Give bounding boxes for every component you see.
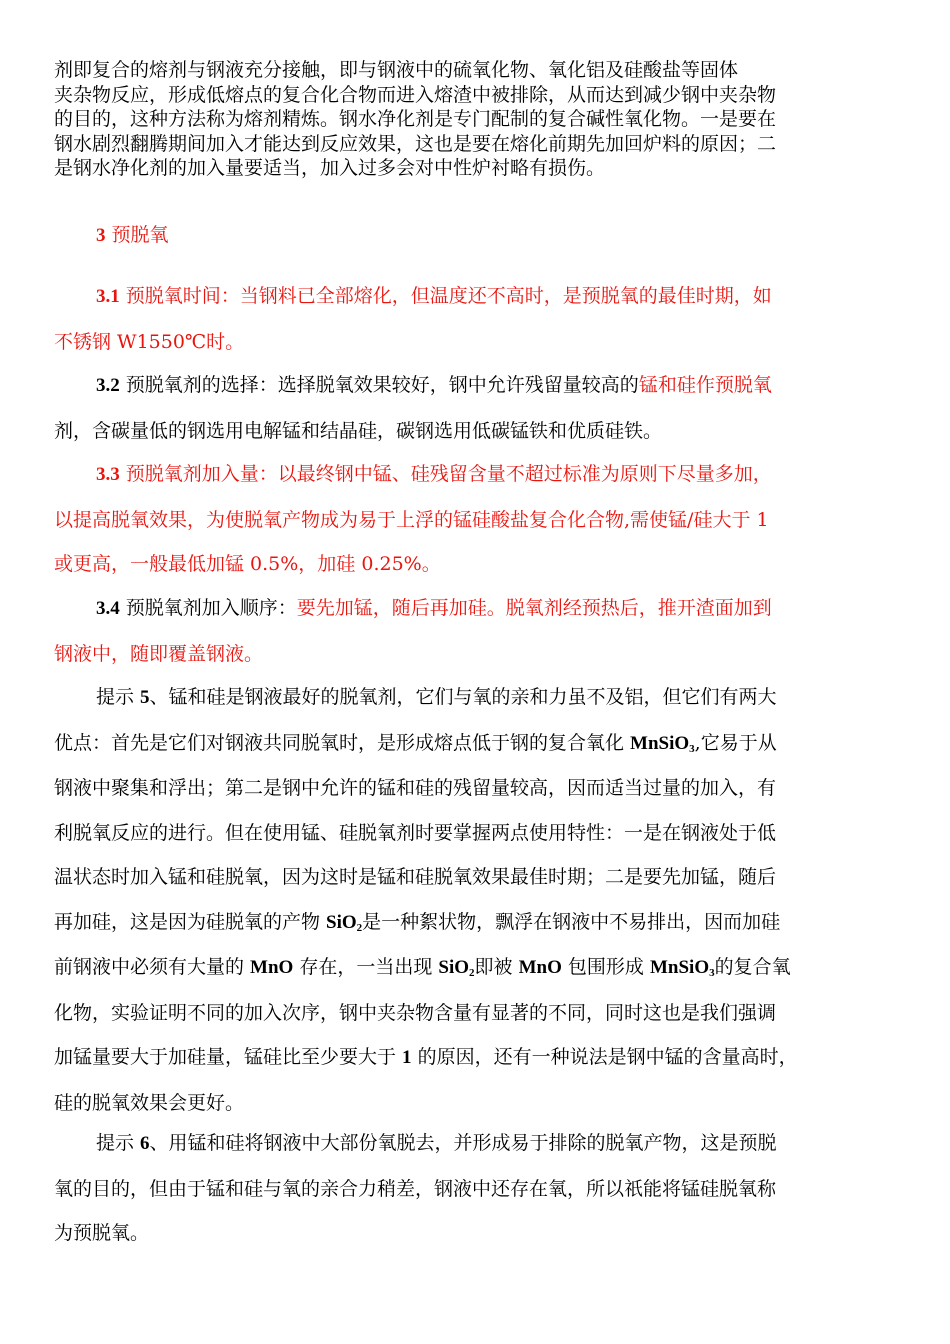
text-line: 为预脱氧。 <box>54 1222 150 1244</box>
section-heading <box>96 220 169 247</box>
text-line: 不锈钢 W1550℃时。 <box>54 330 245 353</box>
text-line: 或更高，一般最低加锰 0.5%，加硅 0.25%。 <box>54 553 441 575</box>
tip-number: 5 <box>140 687 150 708</box>
subscript: 3 <box>689 742 695 755</box>
text-line: 硅的脱氧效果会更好。 <box>54 1091 245 1114</box>
text-segment: 再加硅，这是因为硅脱氧的产物 <box>54 910 327 933</box>
chemical-formula: SiO <box>326 911 357 933</box>
tip-6-paragraph <box>54 1121 912 1256</box>
item-number: 3.2 <box>96 375 120 396</box>
subscript: 2 <box>356 921 363 934</box>
text-line: 钢水剧烈翻腾期间加入才能达到反应效果，这也是要在熔化前期先加回炉料的原因；二 <box>54 132 777 155</box>
text-segment: 、锰和硅是钢液最好的脱氧剂，它们与氧的亲和力虽不及铝，但它们有两大 <box>149 686 777 708</box>
text-line: 以提高脱氧效果，为使脱氧产物成为易于上浮的锰硅酸盐复合化合物,需使锰/硅大于 1 <box>54 508 769 531</box>
section-title: 预脱氧 <box>111 224 169 246</box>
highlight-text: 要先加锰，随后再加硅。脱氧剂经预热后，推开渣面加到 <box>296 597 772 619</box>
text-line: 是钢水净化剂的加入量要适当，加入过多会对中性炉衬略有损伤。 <box>54 157 606 179</box>
text-segment: 前钢液中必须有大量的 <box>54 956 251 978</box>
item-number: 3.4 <box>96 598 120 619</box>
text-segment: 、用锰和硅将钢液中大部份氧脱去，并形成易于排除的脱氧产物，这是预脱 <box>149 1132 777 1154</box>
text-segment: 提示 <box>96 1132 141 1154</box>
text-segment: 是一种絮状物，飘浮在钢液中不易排出，因而加硅 <box>362 910 781 933</box>
text-line: 钢液中聚集和浮出；第二是钢中允许的锰和硅的残留量较高，因而适当过量的加入，有 <box>54 777 777 799</box>
chemical-formula: MnO <box>518 957 562 978</box>
chemical-formula: MnSiO <box>630 732 690 754</box>
text-segment: 包围形成 <box>561 956 650 978</box>
text-line: 温状态时加入锰和硅脱氧，因为这时是锰和硅脱氧效果最佳时期；二是要先加锰，随后 <box>54 866 777 888</box>
text-line: 化物，实验证明不同的加入次序，钢中夹杂物含量有显著的不同，同时这也是我们强调 <box>54 1001 777 1024</box>
text-segment: 加锰量要大于加硅量，锰硅比至少要大于 <box>54 1046 403 1068</box>
paragraph-3-2 <box>54 363 912 453</box>
text-line: 预脱氧时间：当钢料已全部熔化，但温度还不高时，是预脱氧的最佳时期，如 <box>125 285 772 307</box>
text-segment: 的原因，还有一种说法是钢中锰的含量高时， <box>411 1046 798 1068</box>
text-line: 剂，含碳量低的钢选用电解锰和结晶硅，碳钢选用低碳锰铁和优质硅铁。 <box>54 419 663 442</box>
number: 1 <box>402 1047 412 1068</box>
text-line: 预脱氧剂加入量：以最终钢中锰、硅残留含量不超过标准为原则下尽量多加， <box>125 463 772 485</box>
text-line: 氧的目的，但由于锰和硅与氧的亲合力稍差，钢液中还存在氧，所以祇能将锰硅脱氧称 <box>54 1177 777 1200</box>
subscript: 2 <box>469 967 475 979</box>
text-segment: 存在，一当出现 <box>293 956 439 978</box>
text-segment: 的复合氧 <box>714 956 791 978</box>
chemical-formula: SiO <box>438 957 470 978</box>
intro-paragraph <box>54 58 914 181</box>
text-line: 夹杂物反应，形成低熔点的复合化合物而进入熔渣中被排除，从而达到减少钢中夹杂物 <box>54 83 777 106</box>
text-line: 预脱氧剂的选择：选择脱氧效果较好，钢中允许残留量较高的 <box>125 374 639 396</box>
item-number: 3.1 <box>96 286 120 307</box>
text-segment: 优点：首先是它们对钢液共同脱氧时，是形成熔点低于钢的复合氧化 <box>54 731 631 754</box>
subscript: 3 <box>709 967 715 979</box>
text-segment: ,它易于从 <box>694 731 777 754</box>
text-segment: 即被 <box>474 956 519 978</box>
text-line: 钢液中，随即覆盖钢液。 <box>54 642 264 665</box>
text-line: 的目的，这种方法称为熔剂精炼。钢水净化剂是专门配制的复合碱性氧化物。一是要在 <box>54 108 777 130</box>
tip-5-paragraph <box>54 675 912 1125</box>
paragraph-3-1 <box>54 274 912 364</box>
section-number: 3 <box>96 225 106 246</box>
text-line: 预脱氧剂加入顺序： <box>119 597 297 619</box>
tip-number: 6 <box>140 1133 150 1154</box>
chemical-formula: MnSiO <box>649 957 710 978</box>
text-line: 剂即复合的熔剂与钢液充分接触，即与钢液中的硫氧化物、氧化铝及硅酸盐等固体 <box>54 59 739 81</box>
text-segment: 提示 <box>96 686 141 708</box>
paragraph-3-4 <box>54 586 912 676</box>
item-number: 3.3 <box>96 464 120 485</box>
text-line: 利脱氧反应的进行。但在使用锰、硅脱氧剂时要掌握两点使用特性：一是在钢液处于低 <box>54 821 777 844</box>
paragraph-3-3 <box>54 452 912 587</box>
highlight-text: 锰和硅作预脱氧 <box>638 374 772 396</box>
chemical-formula: MnO <box>250 957 294 978</box>
